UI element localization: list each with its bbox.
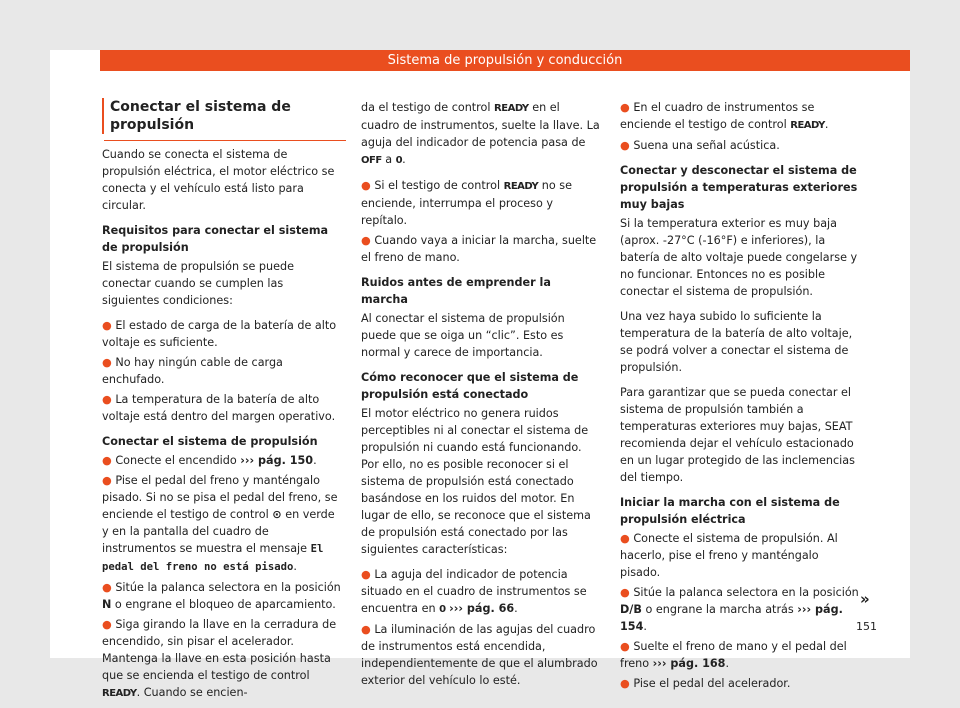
requirements-text: El sistema de propulsión se puede conectar cuando se cumplen las siguientes condiciones: bbox=[102, 260, 294, 307]
cold-paragraph-1: Si la temperatura exterior es muy baja (aprox. -27°C (-16°F) e inferiores), la batería de alto voltaje puede congelarse y no funcionar. Entonces no es posible conectar el sistema de propulsión. bbox=[620, 217, 858, 298]
bullet-item: ● Pise el pedal del freno y manténgalo pisado. Si no se pisa el pedal del freno, se enciende el testigo de control ⊙ en verde y en la pantalla del cuadro de instrumentos se muestra el mensaje El pedal del freno no está pisado. bbox=[102, 474, 338, 573]
page-number: 151 bbox=[856, 620, 877, 633]
ready-indicator-icon: READY bbox=[494, 103, 529, 114]
ready-indicator-icon: READY bbox=[102, 688, 137, 699]
chapter-header: Sistema de propulsión y conducción bbox=[100, 50, 910, 71]
gear-position: D/B bbox=[620, 603, 642, 616]
bullet-item: ● Suelte el freno de mano y el pedal del freno ››› pág. 168. bbox=[620, 640, 847, 670]
brake-warning-icon: ⊙ bbox=[272, 508, 282, 521]
bullet-item: ● No hay ningún cable de carga enchufado. bbox=[102, 356, 283, 386]
ready-indicator-icon: READY bbox=[503, 181, 539, 192]
bullet-icon: ● bbox=[361, 623, 371, 636]
continue-arrow-icon: » bbox=[860, 590, 870, 608]
zero-indicator-icon: 0 bbox=[439, 604, 446, 615]
ready-indicator-icon: READY bbox=[790, 120, 825, 131]
cold-paragraph-2: Una vez haya subido lo suficiente la temperatura de la batería de alto voltaje, se podrá volver a conectar el sistema de propulsión. bbox=[620, 310, 853, 374]
bullet-icon: ● bbox=[620, 586, 630, 599]
column-1 bbox=[102, 94, 342, 705]
bullet-item: ● Cuando vaya a iniciar la marcha, suelte el freno de mano. bbox=[361, 234, 597, 264]
zero-indicator-icon: 0 bbox=[395, 155, 403, 166]
off-indicator-icon: OFF bbox=[361, 155, 382, 166]
bullet-icon: ● bbox=[620, 640, 630, 653]
bullet-icon: ● bbox=[620, 677, 630, 690]
bullet-item: ● Suena una señal acústica. bbox=[620, 139, 780, 152]
requirements-heading: Requisitos para conectar el sistema de propulsión bbox=[102, 224, 329, 254]
bullet-item: ● Siga girando la llave en la cerradura de encendido, sin pisar el acelerador. Mantenga la llave en esta posición hasta que se encienda el testigo de control READY. Cuando se encien- bbox=[102, 618, 337, 699]
bullet-item: ● La iluminación de las agujas del cuadro de instrumentos está encendida, independientemente de que el alumbrado exterior del vehículo lo esté. bbox=[361, 623, 598, 687]
bullet-icon: ● bbox=[102, 474, 112, 487]
bullet-icon: ● bbox=[620, 139, 630, 152]
connect-heading: Conectar el sistema de propulsión bbox=[102, 435, 318, 448]
bullet-item: ● Sitúe la palanca selectora en la posición N o engrane el bloqueo de aparcamiento. bbox=[102, 581, 341, 611]
bullet-icon: ● bbox=[361, 234, 371, 247]
manual-page bbox=[50, 50, 910, 699]
intro-paragraph: Cuando se conecta el sistema de propulsión eléctrica, el motor eléctrico se conecta y el vehículo está listo para circular. bbox=[102, 148, 335, 212]
start-heading: Iniciar la marcha con el sistema de propulsión eléctrica bbox=[620, 496, 840, 526]
bullet-icon: ● bbox=[102, 454, 112, 467]
section-title: Conectar el sistema de propulsión bbox=[102, 98, 342, 134]
display-message: El pedal del freno no está pisado bbox=[102, 543, 324, 573]
recognize-paragraph: El motor eléctrico no genera ruidos perceptibles ni al conectar el sistema de propulsión ni cuando está funcionando. Por ello, no es posible reconocer si el sistema de propulsión está conectado basándose en los ruidos del motor. En lugar de ello, se reconoce que el sistema de propulsión está conectado por las siguientes características: bbox=[361, 407, 591, 556]
cold-paragraph-3: Para garantizar que se pueda conectar el sistema de propulsión también a temperaturas exteriores muy bajas, SEAT recomienda dejar el vehículo estacionado en un lugar protegido de las inclemencias del tiempo. bbox=[620, 386, 855, 484]
bullet-item: ● Conecte el sistema de propulsión. Al hacerlo, pise el freno y manténgalo pisado. bbox=[620, 532, 838, 579]
noise-paragraph: Al conectar el sistema de propulsión puede que se oiga un “clic”. Esto es normal y carece de importancia. bbox=[361, 312, 565, 359]
bullet-item: ● Pise el pedal del acelerador. bbox=[620, 677, 791, 690]
bullet-item: ● Conecte el encendido ››› pág. 150. bbox=[102, 454, 317, 467]
continued-paragraph: da el testigo de control READY en el cuadro de instrumentos, suelte la llave. La aguja del indicador de potencia pasa de OFF a 0. bbox=[361, 101, 600, 166]
bullet-item: ● La aguja del indicador de potencia situado en el cuadro de instrumentos se encuentra en 0 ››› pág. 66. bbox=[361, 568, 587, 615]
bullet-icon: ● bbox=[102, 581, 112, 594]
bullet-item: ● En el cuadro de instrumentos se enciende el testigo de control READY. bbox=[620, 101, 829, 131]
bullet-icon: ● bbox=[361, 568, 371, 581]
bullet-icon: ● bbox=[102, 356, 112, 369]
page-reference-link[interactable]: ››› pág. 66 bbox=[449, 602, 515, 615]
column-3 bbox=[620, 99, 860, 695]
page-reference-link[interactable]: ››› pág. 150 bbox=[240, 454, 314, 467]
bullet-icon: ● bbox=[620, 101, 630, 114]
bullet-icon: ● bbox=[102, 319, 112, 332]
bullet-icon: ● bbox=[102, 393, 112, 406]
bullet-item: ● La temperatura de la batería de alto voltaje está dentro del margen operativo. bbox=[102, 393, 336, 423]
gear-position: N bbox=[102, 598, 112, 611]
bullet-icon: ● bbox=[102, 618, 112, 631]
recognize-heading: Cómo reconocer que el sistema de propulsión está conectado bbox=[361, 371, 579, 401]
noise-heading: Ruidos antes de emprender la marcha bbox=[361, 276, 551, 306]
bullet-item: ● Si el testigo de control READY no se enciende, interrumpa el proceso y repítalo. bbox=[361, 179, 572, 227]
bullet-icon: ● bbox=[361, 179, 371, 192]
bullet-icon: ● bbox=[620, 532, 630, 545]
column-2 bbox=[361, 99, 601, 692]
page-reference-link[interactable]: ››› pág. 168 bbox=[652, 657, 726, 670]
cold-heading: Conectar y desconectar el sistema de propulsión a temperaturas exteriores muy bajas bbox=[620, 164, 858, 211]
bullet-item: ● El estado de carga de la batería de alto voltaje es suficiente. bbox=[102, 319, 337, 349]
bullet-item: ● Sitúe la palanca selectora en la posición D/B o engrane la marcha atrás ››› pág. 154. bbox=[620, 586, 859, 633]
page-reference-link[interactable]: ››› pág. 154 bbox=[620, 603, 843, 633]
